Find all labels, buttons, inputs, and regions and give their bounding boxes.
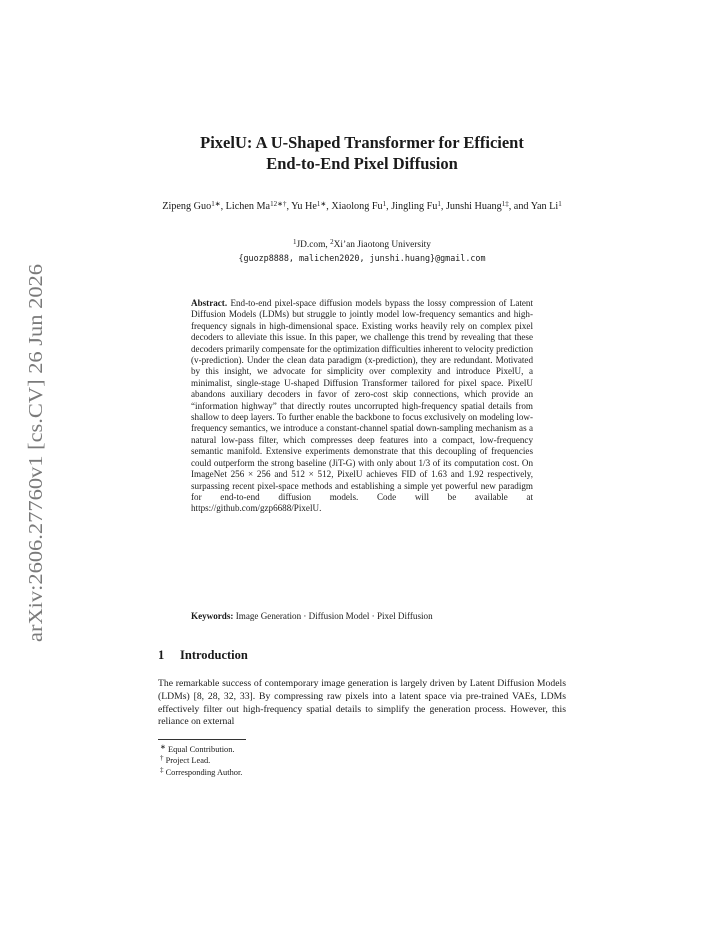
author-name: Yu He (291, 201, 317, 212)
footnotes (158, 744, 566, 778)
title-line-2: End-to-End Pixel Diffusion (266, 154, 458, 173)
section-title: Introduction (180, 648, 248, 662)
footnote-mark: † (160, 754, 164, 763)
title-line-1: PixelU: A U-Shaped Transformer for Efficient (200, 133, 524, 152)
author-name: Xiaolong Fu (331, 201, 383, 212)
author-affil-mark: 1 (382, 200, 387, 208)
author-name: Jingling Fu (391, 201, 438, 212)
author-affil-mark: 12∗† (270, 200, 287, 208)
abstract-text: End-to-end pixel-space diffusion models bypass the lossy compression of Latent Diffusion Models (LDMs) but struggle to jointly model low-frequency semantics and high-frequency signals in high-dimensional space. Existing works heavily rely on complex pixel decoders to alleviate this issue. In this paper, we challenge this trend by revealing that these decoders primarily compensate for the optimization difficulties inherent to velocity prediction (v-prediction). Under the clean data paradigm (x-prediction), they are redundant. Motivated by this insight, we advocate for simplicity over complexity and introduce PixelU, a minimalist, single-stage U-shaped Diffusion Transformer tailored for pixel space. PixelU abandons auxiliary decoders in favor of zero-cost skip connections, which provide an “information highway” that directly routes uncorrupted high-frequency spatial details from shallow to deep layers. To further enable the backbone to focus exclusively on modeling low-frequency semantics, we introduce a constant-channel spatial down-sampling mechanism as a natural low-pass filter, which compresses deep features into a compact, low-frequency semantic manifold. Extensive experiments demonstrate that this decoupling of frequencies could outperform the strong baseline (JiT-G) with only about 1/3 of its computation cost. On ImageNet 256 × 256 and 512 × 512, PixelU achieves FID of 1.63 and 1.92 respectively, surpassing recent pixel-space methods and establishing a simple yet powerful new paradigm for end-to-end diffusion models. Code will be available at https://github.com/gzp6688/PixelU. (191, 298, 533, 514)
author-name: Yan Li (530, 201, 559, 212)
arxiv-identifier: arXiv:2606.27760v1 [cs.CV] 26 Jun 2026 (25, 305, 47, 642)
author-affil-mark: 1∗ (316, 200, 327, 208)
footnote-rule (158, 739, 246, 740)
keywords-label: Keywords: (191, 611, 234, 621)
paper-title (158, 132, 566, 174)
arxiv-side-stamp (14, 262, 54, 642)
footnote (158, 744, 566, 755)
footnote (158, 767, 566, 778)
footnote-text: Equal Contribution. (167, 745, 235, 754)
footnote-mark: ‡ (160, 765, 164, 774)
keywords-text: Image Generation · Diffusion Model · Pixel Diffusion (235, 611, 433, 621)
affiliations (158, 239, 566, 265)
section-heading (158, 648, 566, 663)
affil-mark: 1 (293, 238, 297, 246)
author-emails: {guozp8888, malichen2020, junshi.huang}@gmail.com (238, 253, 486, 263)
abstract-label: Abstract. (191, 298, 228, 308)
author-affil-mark: 1∗ (211, 200, 221, 208)
intro-paragraph: The remarkable success of contemporary image generation is largely driven by Latent Diffusion Models (LDMs) [8, 28, 32, 33]. By compressing raw pixels into a latent space via pre-trained VAEs, LDMs effectively filter out high-frequency spatial details to simplify the generation process. However, this reliance on external (158, 678, 566, 728)
footnote-text: Corresponding Author. (165, 767, 243, 777)
footnote (158, 755, 566, 766)
affiliation-xjtu: Xi’an Jiaotong University (333, 240, 431, 250)
footnote-mark: ∗ (160, 743, 166, 751)
author-list: Zipeng Guo$^{1∗}$, Lichen $Ma^{12∗\dagger}$, Yu $He^{1∗}$, Xiaolong Fu$^1$, Jingling Fu$^1$, Junshi Huang$^{1\ddagger}$, and Yan Li$^1$ (162, 200, 562, 212)
author-affil-mark: 1 (558, 200, 562, 208)
author-affil-mark: 1 (437, 200, 441, 208)
affil-mark: 2 (330, 238, 334, 246)
author-affil-mark: 1‡ (501, 200, 509, 208)
author-name: Lichen Ma (225, 201, 271, 212)
author-name: Junshi Huang (445, 201, 502, 212)
keywords (191, 611, 533, 622)
section-number: 1 (158, 648, 165, 662)
affiliation-jd: JD.com, (296, 240, 331, 250)
author-name: Zipeng Guo (162, 201, 212, 212)
abstract (191, 298, 533, 515)
footnote-text: Project Lead. (165, 756, 211, 766)
